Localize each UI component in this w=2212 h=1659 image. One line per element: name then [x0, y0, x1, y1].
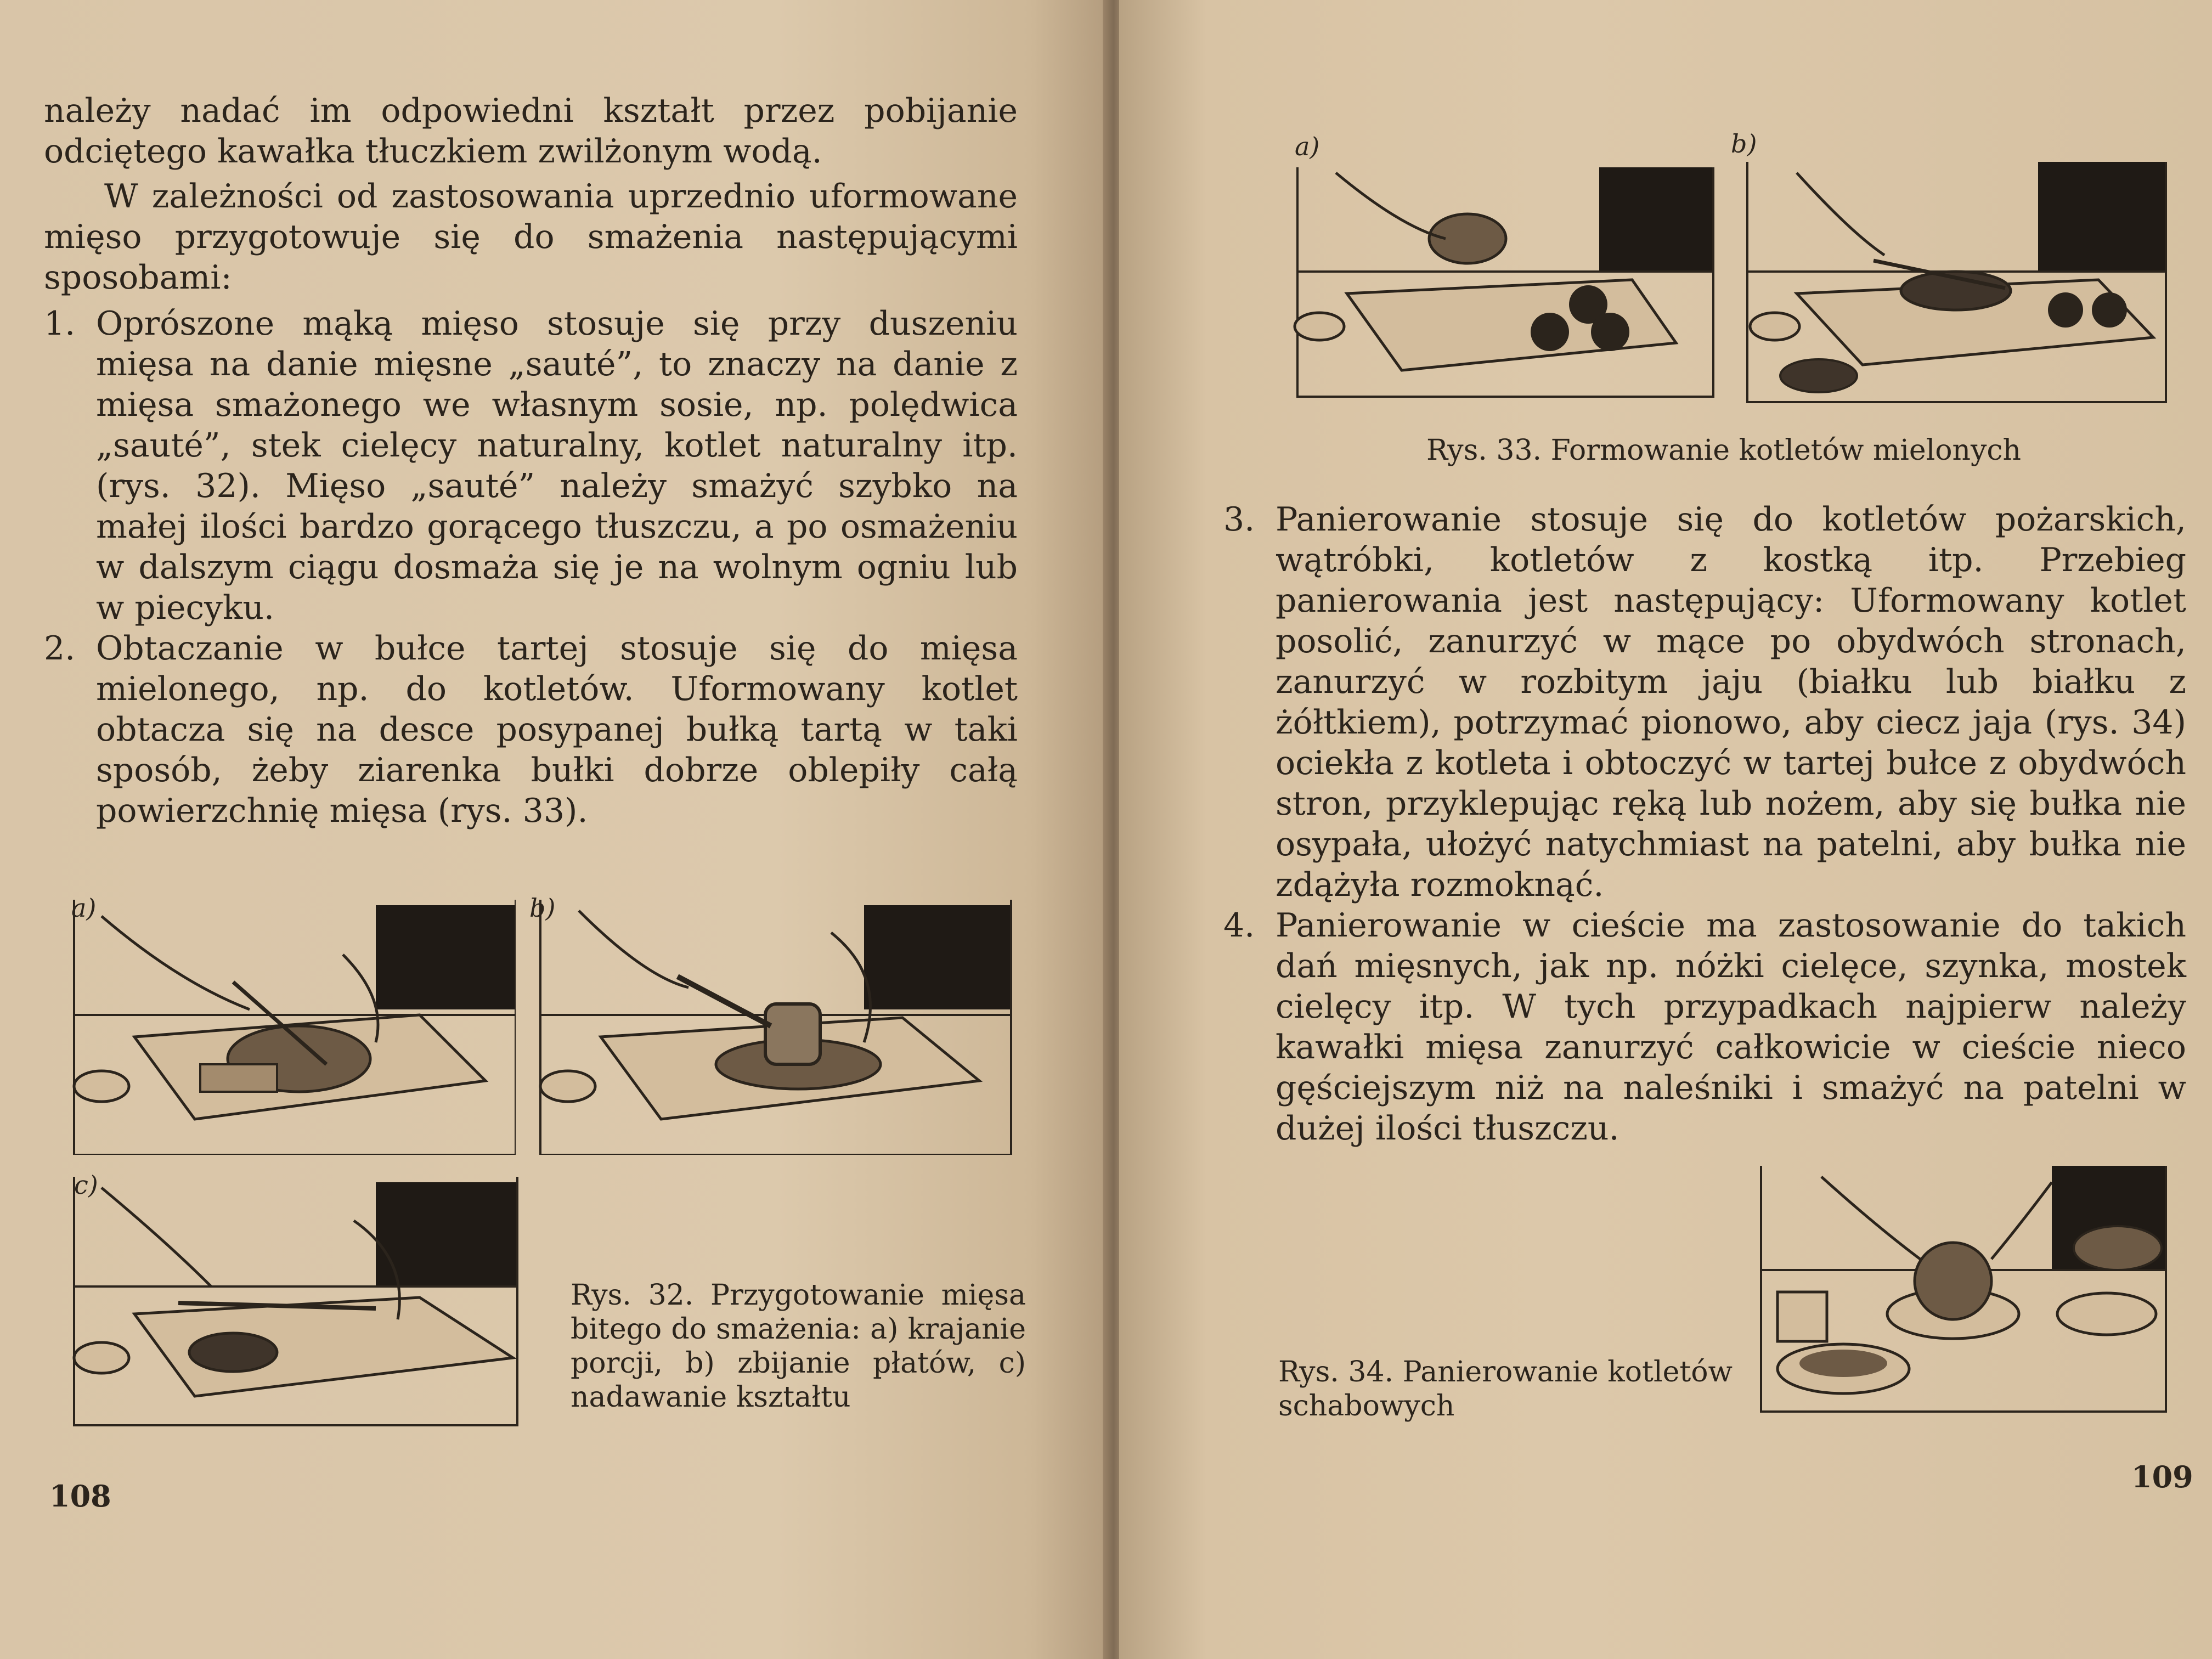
forming-minced-cutlets-illustration	[1292, 162, 1714, 398]
coating-cutlets-illustration	[1742, 156, 2167, 403]
list-item	[1223, 905, 2186, 1149]
figure-32c-illustration	[69, 1177, 518, 1426]
list-text: Panierowanie w cieście ma zastosowanie do takich dań mięsnych, jak np. nóżki cielęce, szynka, mostek cielęcy itp. W tych przypadkach najpierw należy kawałki mięsa zanurzyć całkowicie w cieście nieco gęściejszym niż na naleśniki i smażyć na patelni w dużej ilości tłuszczu.	[1276, 906, 2186, 1148]
figure-33b-label: b)	[1731, 129, 1757, 159]
list-item	[1223, 499, 2186, 905]
page-number-left: 108	[49, 1479, 111, 1514]
paragraph-continued: należy nadać im odpowiedni kształt przez pobijanie odciętego kawałka tłuczkiem zwilżonym wodą.	[44, 92, 1018, 171]
page-number-right: 109	[2131, 1459, 2193, 1494]
figure-33b-illustration	[1742, 156, 2167, 403]
figure-34-illustration	[1756, 1160, 2167, 1413]
figure-32a-illustration	[69, 900, 516, 1155]
list-item	[44, 303, 1018, 628]
figure-33a-label: a)	[1295, 132, 1320, 161]
figure-32b-label: b)	[529, 893, 556, 923]
list-number: 2.	[44, 629, 76, 668]
shaping-cutlet-illustration	[69, 1177, 518, 1426]
figure-32a-label: a)	[71, 893, 97, 923]
list-number: 1.	[44, 304, 76, 343]
list-text: Obtaczanie w bułce tartej stosuje się do mięsa mielonego, np. do kotletów. Uformowany kotlet obtacza się na desce posypanej bułką tartą w taki sposób, żeby ziarenka bułki dobrze oblepiły całą powierzchnię mięsa (rys. 33).	[96, 629, 1018, 830]
figure-33-caption: Rys. 33. Formowanie kotletów mielonych	[1426, 434, 2022, 467]
list-number: 3.	[1223, 500, 1255, 539]
left-text-block	[44, 91, 1018, 831]
figure-32-caption: Rys. 32. Przygotowanie mięsa bitego do smażenia: a) krajanie porcji, b) zbijanie płatów, c) nadawanie kształtu	[571, 1279, 1026, 1414]
figure-33a-illustration	[1292, 162, 1714, 398]
list-number: 4.	[1223, 906, 1255, 945]
paragraph-intro: W zależności od zastosowania uprzednio uformowane mięso przygotowuje się do smażenia następującymi sposobami:	[44, 177, 1018, 297]
right-text-block	[1223, 499, 2186, 1149]
figure-34-caption: Rys. 34. Panierowanie kotletów schabowych	[1278, 1356, 1733, 1423]
list-text: Panierowanie stosuje się do kotletów pożarskich, wątróbki, kotletów z kostką itp. Przebieg panierowania jest następujący: Uformowany kotlet posolić, zanurzyć w mące po obydwóch stronach, zanurzyć w rozbitym jaju (białku lub białku z żółtkiem), potrzymać pionowo, aby ciecz jaja (rys. 34) ociekła z kotleta i obtoczyć w tartej bułce z obydwóch stron, przyklepując ręką lub nożem, aby się bułka nie osypała, ułożyć natychmiast na patelni, aby bułka nie zdążyła rozmoknąć.	[1276, 500, 2186, 904]
list-item	[44, 628, 1018, 831]
figure-32c-label: c)	[74, 1170, 98, 1200]
right-page	[1119, 0, 2212, 1659]
cutting-board-knife-illustration	[69, 900, 516, 1155]
list-text: Oprószone mąką mięso stosuje się przy duszeniu mięsa na danie mięsne „sauté”, to znaczy na danie z mięsa smażonego we własnym sosie, np. polędwica „sauté”, stek cielęcy naturalny, kotlet naturalny itp. (rys. 32). Mięso „sauté” należy smażyć szybko na małej ilości bardzo gorącego tłuszczu, a po osmażeniu w dalszym ciągu dosmaża się je na wolnym ogniu lub w piecyku.	[96, 304, 1018, 627]
meat-tenderizer-illustration	[535, 900, 1012, 1155]
figure-32b-illustration	[535, 900, 1012, 1155]
breading-pork-chops-illustration	[1756, 1160, 2167, 1413]
